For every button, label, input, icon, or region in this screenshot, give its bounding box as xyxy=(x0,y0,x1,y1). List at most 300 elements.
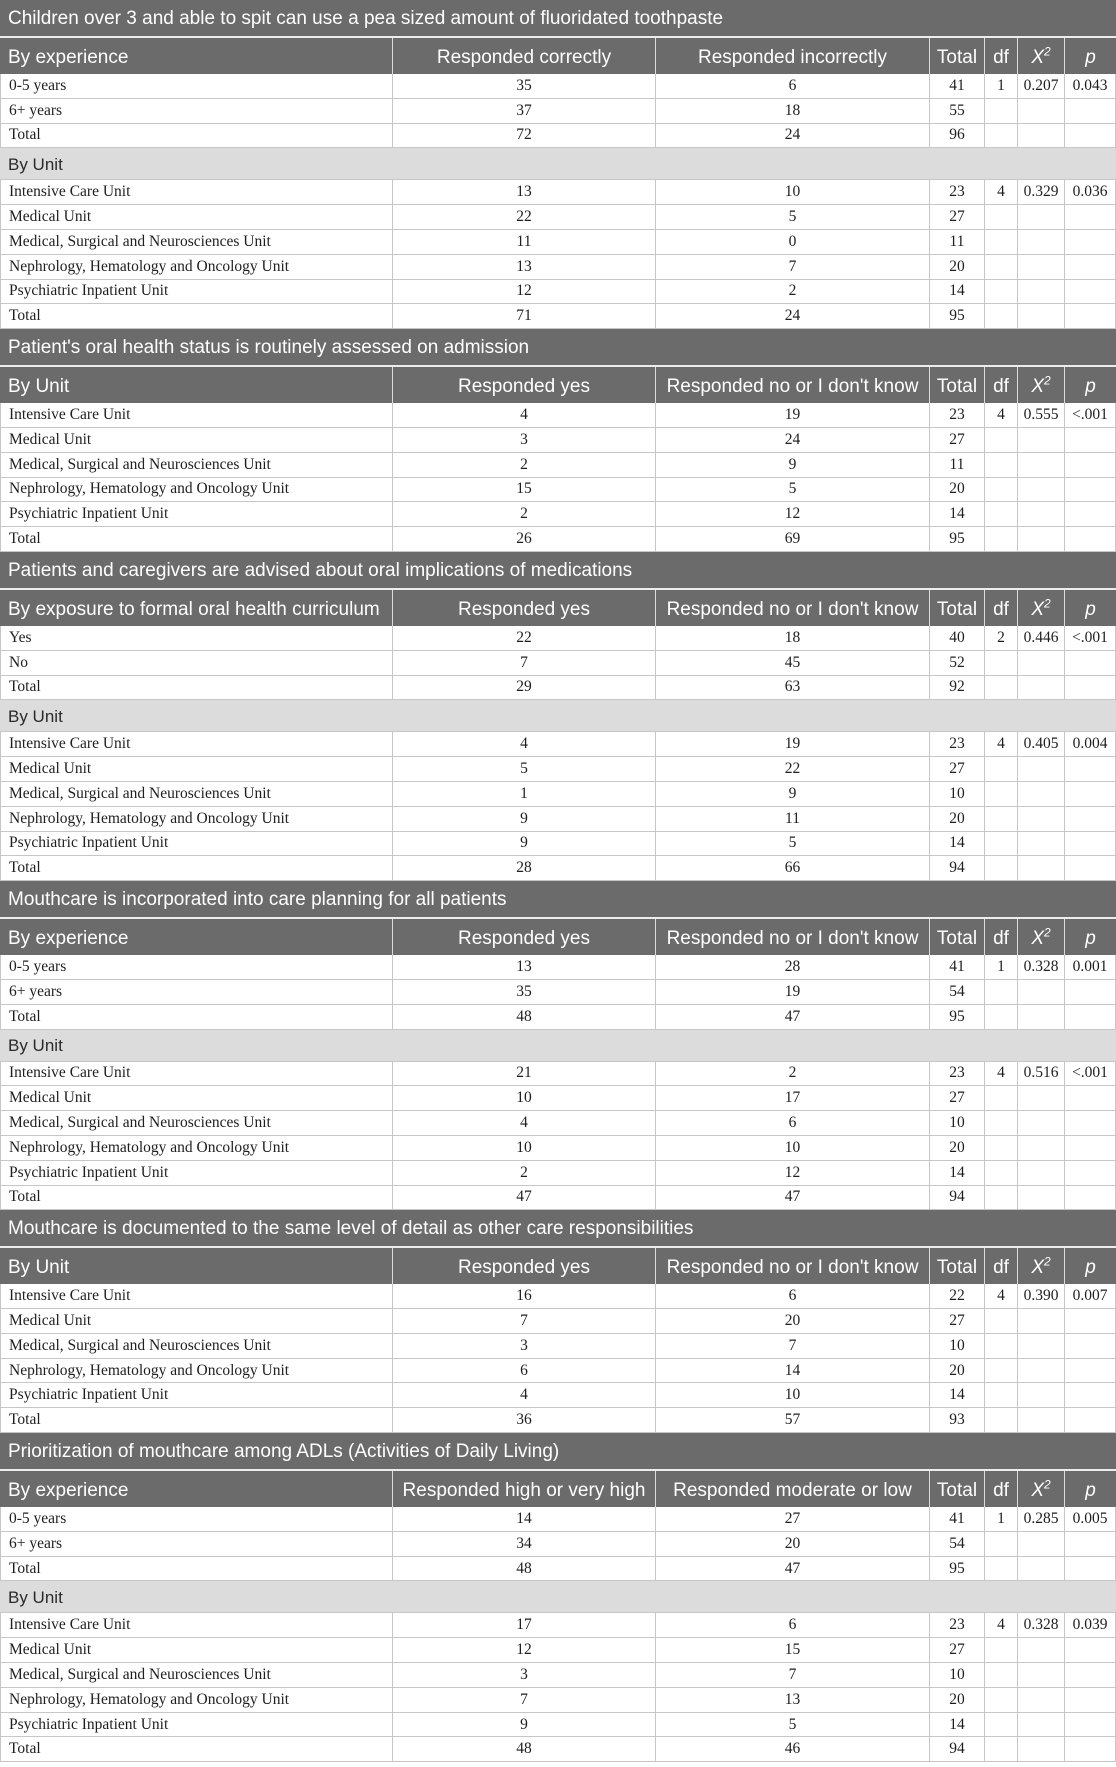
row-label: Psychiatric Inpatient Unit xyxy=(0,280,393,304)
row-label: Nephrology, Hematology and Oncology Unit xyxy=(0,478,393,502)
df-value: 4 xyxy=(985,732,1018,756)
count-a: 35 xyxy=(393,74,656,98)
row-label: No xyxy=(0,651,393,675)
response-b-header: Responded no or I don't know xyxy=(656,919,930,955)
chi-superscript: 2 xyxy=(1044,1477,1051,1492)
row-total: 27 xyxy=(930,205,985,229)
row-total: 93 xyxy=(930,1408,985,1432)
subgroup-header-row xyxy=(0,1581,1116,1613)
chi-square-label xyxy=(1031,1477,1051,1502)
count-a: 2 xyxy=(393,453,656,477)
chi-square-value xyxy=(1018,255,1065,279)
count-b: 20 xyxy=(656,1532,930,1556)
chi-square-value xyxy=(1018,1408,1065,1432)
row-label: Medical Unit xyxy=(0,205,393,229)
response-b-header: Responded moderate or low xyxy=(656,1471,930,1507)
count-a: 4 xyxy=(393,403,656,427)
df-value xyxy=(985,453,1018,477)
chi-square-value xyxy=(1018,980,1065,1004)
total-header: Total xyxy=(930,38,985,74)
table-row xyxy=(0,1532,1116,1557)
count-a: 16 xyxy=(393,1284,656,1308)
table-row xyxy=(0,453,1116,478)
table-row xyxy=(0,1713,1116,1738)
df-value xyxy=(985,124,1018,148)
section-title: Mouthcare is incorporated into care planning for all patients xyxy=(8,889,507,911)
p-value xyxy=(1065,1737,1116,1761)
p-value: <.001 xyxy=(1065,1062,1116,1086)
count-b: 20 xyxy=(656,1309,930,1333)
chi-square-value xyxy=(1018,1557,1065,1581)
chi-square-value xyxy=(1018,807,1065,831)
chi-square-header xyxy=(1018,367,1065,403)
group-by-header: By experience xyxy=(0,919,393,955)
count-a: 1 xyxy=(393,782,656,806)
chi-square-value xyxy=(1018,527,1065,551)
count-b: 47 xyxy=(656,1005,930,1029)
row-label: Medical, Surgical and Neurosciences Unit xyxy=(0,1334,393,1358)
section-title: Children over 3 and able to spit can use a pea sized amount of fluoridated toothpaste xyxy=(8,8,724,29)
df-value: 2 xyxy=(985,626,1018,650)
count-a: 21 xyxy=(393,1062,656,1086)
total-row xyxy=(0,124,1116,149)
p-value-header: p xyxy=(1085,598,1096,620)
row-label: 0-5 years xyxy=(0,955,393,979)
chi-square-value: 0.555 xyxy=(1018,403,1065,427)
count-a: 22 xyxy=(393,205,656,229)
count-b: 46 xyxy=(656,1737,930,1761)
group-by-header: By experience xyxy=(0,1471,393,1507)
p-value xyxy=(1065,1688,1116,1712)
group-by-header: By experience xyxy=(0,38,393,74)
count-a: 7 xyxy=(393,1688,656,1712)
p-value-header: p xyxy=(1085,1480,1096,1502)
chi-square-value xyxy=(1018,428,1065,452)
count-b: 10 xyxy=(656,180,930,204)
section-title-row xyxy=(0,881,1116,919)
chi-square-value xyxy=(1018,1688,1065,1712)
table-row xyxy=(0,99,1116,124)
df-value xyxy=(985,1161,1018,1185)
df-value xyxy=(985,1688,1018,1712)
count-b: 0 xyxy=(656,230,930,254)
table-row xyxy=(0,403,1116,428)
p-value: 0.001 xyxy=(1065,955,1116,979)
p-value: 0.005 xyxy=(1065,1507,1116,1531)
count-b: 69 xyxy=(656,527,930,551)
row-total: 54 xyxy=(930,1532,985,1556)
row-total: 23 xyxy=(930,180,985,204)
p-value xyxy=(1065,230,1116,254)
total-header: Total xyxy=(930,919,985,955)
total-row xyxy=(0,527,1116,552)
count-a: 13 xyxy=(393,955,656,979)
p-value xyxy=(1065,1136,1116,1160)
chi-square-header xyxy=(1018,1471,1065,1507)
row-total: 92 xyxy=(930,676,985,700)
count-b: 5 xyxy=(656,1713,930,1737)
row-total: 55 xyxy=(930,99,985,123)
chi-superscript: 2 xyxy=(1044,925,1051,940)
df-value: 4 xyxy=(985,180,1018,204)
row-total: 14 xyxy=(930,280,985,304)
count-b: 9 xyxy=(656,782,930,806)
count-a: 15 xyxy=(393,478,656,502)
p-value xyxy=(1065,1638,1116,1662)
section-title-row xyxy=(0,0,1116,38)
total-row xyxy=(0,1186,1116,1211)
row-label: Psychiatric Inpatient Unit xyxy=(0,1383,393,1407)
count-b: 2 xyxy=(656,1062,930,1086)
p-value xyxy=(1065,453,1116,477)
row-total: 23 xyxy=(930,403,985,427)
p-value xyxy=(1065,1086,1116,1110)
row-label: Intensive Care Unit xyxy=(0,1062,393,1086)
table-row xyxy=(0,74,1116,99)
chi-square-value xyxy=(1018,502,1065,526)
chi-square-value xyxy=(1018,1086,1065,1110)
subgroup-header-row xyxy=(0,700,1116,732)
df-value xyxy=(985,304,1018,328)
chi-square-value xyxy=(1018,230,1065,254)
p-value: 0.004 xyxy=(1065,732,1116,756)
table-row xyxy=(0,1688,1116,1713)
chi-square-value xyxy=(1018,453,1065,477)
row-label: Total xyxy=(0,1186,393,1210)
df-value xyxy=(985,280,1018,304)
df-value xyxy=(985,757,1018,781)
count-a: 28 xyxy=(393,856,656,880)
chi-symbol: X xyxy=(1031,1480,1044,1502)
row-total: 27 xyxy=(930,1638,985,1662)
total-row xyxy=(0,1005,1116,1030)
df-header: df xyxy=(985,590,1018,626)
count-a: 22 xyxy=(393,626,656,650)
section-title: Patient's oral health status is routinely assessed on admission xyxy=(8,337,530,359)
table-row xyxy=(0,502,1116,527)
row-total: 14 xyxy=(930,1713,985,1737)
count-b: 18 xyxy=(656,626,930,650)
p-value xyxy=(1065,757,1116,781)
count-a: 2 xyxy=(393,1161,656,1185)
table-row xyxy=(0,807,1116,832)
p-value xyxy=(1065,205,1116,229)
df-value xyxy=(985,856,1018,880)
p-value: <.001 xyxy=(1065,626,1116,650)
section-title-row xyxy=(0,329,1116,367)
df-value xyxy=(985,1638,1018,1662)
subgroup-header-row xyxy=(0,1030,1116,1062)
row-total: 10 xyxy=(930,1663,985,1687)
p-value xyxy=(1065,280,1116,304)
row-label: Intensive Care Unit xyxy=(0,1284,393,1308)
chi-square-value xyxy=(1018,1359,1065,1383)
row-total: 14 xyxy=(930,832,985,856)
count-b: 6 xyxy=(656,1284,930,1308)
count-b: 24 xyxy=(656,124,930,148)
df-value xyxy=(985,255,1018,279)
df-value xyxy=(985,980,1018,1004)
count-a: 47 xyxy=(393,1186,656,1210)
p-value xyxy=(1065,1713,1116,1737)
chi-symbol: X xyxy=(1031,47,1044,68)
chi-square-value xyxy=(1018,1663,1065,1687)
chi-square-value xyxy=(1018,782,1065,806)
table-row xyxy=(0,1309,1116,1334)
chi-square-value xyxy=(1018,651,1065,675)
chi-square-value xyxy=(1018,856,1065,880)
total-header: Total xyxy=(930,1471,985,1507)
df-value xyxy=(985,527,1018,551)
chi-square-value: 0.405 xyxy=(1018,732,1065,756)
row-label: Total xyxy=(0,1557,393,1581)
row-label: Psychiatric Inpatient Unit xyxy=(0,1161,393,1185)
p-value-header: p xyxy=(1085,928,1096,950)
df-value xyxy=(985,651,1018,675)
p-value xyxy=(1065,124,1116,148)
row-total: 11 xyxy=(930,230,985,254)
row-label: Intensive Care Unit xyxy=(0,180,393,204)
row-total: 54 xyxy=(930,980,985,1004)
row-label: 6+ years xyxy=(0,1532,393,1556)
count-a: 13 xyxy=(393,255,656,279)
response-a-header: Responded yes xyxy=(393,1248,656,1284)
df-value xyxy=(985,807,1018,831)
row-total: 27 xyxy=(930,757,985,781)
df-value: 1 xyxy=(985,74,1018,98)
p-value xyxy=(1065,1663,1116,1687)
row-total: 41 xyxy=(930,955,985,979)
count-a: 14 xyxy=(393,1507,656,1531)
response-a-header: Responded yes xyxy=(393,367,656,403)
df-value: 4 xyxy=(985,1284,1018,1308)
row-total: 94 xyxy=(930,1737,985,1761)
count-b: 47 xyxy=(656,1186,930,1210)
table-row xyxy=(0,205,1116,230)
chi-square-value xyxy=(1018,1111,1065,1135)
p-value: 0.043 xyxy=(1065,74,1116,98)
count-a: 2 xyxy=(393,502,656,526)
row-label: 0-5 years xyxy=(0,1507,393,1531)
count-a: 71 xyxy=(393,304,656,328)
count-b: 18 xyxy=(656,99,930,123)
p-value xyxy=(1065,1309,1116,1333)
section-title-row xyxy=(0,1433,1116,1471)
chi-square-value xyxy=(1018,1309,1065,1333)
table-section xyxy=(0,1433,1116,1762)
row-label: Nephrology, Hematology and Oncology Unit xyxy=(0,1688,393,1712)
p-value xyxy=(1065,502,1116,526)
count-a: 3 xyxy=(393,1334,656,1358)
row-total: 11 xyxy=(930,453,985,477)
group-by-header: By Unit xyxy=(0,367,393,403)
row-total: 96 xyxy=(930,124,985,148)
count-b: 5 xyxy=(656,832,930,856)
chi-square-value xyxy=(1018,1136,1065,1160)
response-b-header: Responded no or I don't know xyxy=(656,590,930,626)
table-row xyxy=(0,955,1116,980)
total-row xyxy=(0,304,1116,329)
row-total: 23 xyxy=(930,732,985,756)
table-row xyxy=(0,832,1116,857)
df-value xyxy=(985,676,1018,700)
row-label: Psychiatric Inpatient Unit xyxy=(0,1713,393,1737)
chi-square-label xyxy=(1031,373,1051,398)
table-row xyxy=(0,1334,1116,1359)
row-label: Medical, Surgical and Neurosciences Unit xyxy=(0,1111,393,1135)
chi-square-value xyxy=(1018,1161,1065,1185)
count-a: 10 xyxy=(393,1086,656,1110)
row-label: Medical, Surgical and Neurosciences Unit xyxy=(0,782,393,806)
count-b: 47 xyxy=(656,1557,930,1581)
row-label: Psychiatric Inpatient Unit xyxy=(0,502,393,526)
table-row xyxy=(0,1638,1116,1663)
chi-square-header xyxy=(1018,1248,1065,1284)
row-total: 22 xyxy=(930,1284,985,1308)
p-value xyxy=(1065,980,1116,1004)
total-row xyxy=(0,1557,1116,1582)
count-b: 13 xyxy=(656,1688,930,1712)
row-label: Medical Unit xyxy=(0,428,393,452)
df-value xyxy=(985,502,1018,526)
count-b: 2 xyxy=(656,280,930,304)
df-value xyxy=(985,99,1018,123)
df-value: 4 xyxy=(985,1062,1018,1086)
row-total: 27 xyxy=(930,1086,985,1110)
count-b: 15 xyxy=(656,1638,930,1662)
p-value xyxy=(1065,1359,1116,1383)
count-b: 22 xyxy=(656,757,930,781)
section-title-row xyxy=(0,1210,1116,1248)
section-title: Patients and caregivers are advised about oral implications of medications xyxy=(8,559,633,581)
row-total: 14 xyxy=(930,502,985,526)
chi-square-value xyxy=(1018,1186,1065,1210)
count-b: 10 xyxy=(656,1136,930,1160)
row-total: 27 xyxy=(930,428,985,452)
count-b: 28 xyxy=(656,955,930,979)
count-a: 37 xyxy=(393,99,656,123)
count-a: 4 xyxy=(393,1383,656,1407)
row-label: Total xyxy=(0,1005,393,1029)
table-row xyxy=(0,757,1116,782)
table-row xyxy=(0,1111,1116,1136)
df-header: df xyxy=(985,919,1018,955)
chi-square-value xyxy=(1018,1737,1065,1761)
p-value xyxy=(1065,1408,1116,1432)
chi-square-value xyxy=(1018,1532,1065,1556)
count-a: 7 xyxy=(393,651,656,675)
table-section xyxy=(0,1210,1116,1433)
df-value xyxy=(985,205,1018,229)
df-header: df xyxy=(985,38,1018,74)
chi-square-value xyxy=(1018,1638,1065,1662)
count-a: 35 xyxy=(393,980,656,1004)
row-label: Total xyxy=(0,527,393,551)
count-b: 66 xyxy=(656,856,930,880)
count-a: 6 xyxy=(393,1359,656,1383)
table-row xyxy=(0,1284,1116,1309)
row-total: 52 xyxy=(930,651,985,675)
table-row xyxy=(0,980,1116,1005)
count-a: 5 xyxy=(393,757,656,781)
df-value xyxy=(985,1713,1018,1737)
count-b: 6 xyxy=(656,1613,930,1637)
p-value xyxy=(1065,99,1116,123)
response-a-header: Responded correctly xyxy=(393,38,656,74)
count-b: 24 xyxy=(656,428,930,452)
df-header: df xyxy=(985,1471,1018,1507)
chi-square-value xyxy=(1018,757,1065,781)
count-a: 29 xyxy=(393,676,656,700)
row-label: Intensive Care Unit xyxy=(0,732,393,756)
column-header-row xyxy=(0,367,1116,403)
count-b: 9 xyxy=(656,453,930,477)
response-a-header: Responded high or very high xyxy=(393,1471,656,1507)
row-total: 40 xyxy=(930,626,985,650)
row-total: 41 xyxy=(930,74,985,98)
subgroup-label: By Unit xyxy=(8,154,63,174)
row-total: 20 xyxy=(930,478,985,502)
subgroup-label: By Unit xyxy=(8,1036,63,1056)
row-total: 94 xyxy=(930,1186,985,1210)
chi-square-value: 0.390 xyxy=(1018,1284,1065,1308)
count-a: 13 xyxy=(393,180,656,204)
df-value xyxy=(985,1359,1018,1383)
p-value xyxy=(1065,1111,1116,1135)
row-label: Medical, Surgical and Neurosciences Unit xyxy=(0,230,393,254)
df-value xyxy=(985,832,1018,856)
p-value xyxy=(1065,807,1116,831)
table-row xyxy=(0,651,1116,676)
p-value-header: p xyxy=(1085,1257,1096,1279)
count-b: 10 xyxy=(656,1383,930,1407)
df-value xyxy=(985,1136,1018,1160)
p-value xyxy=(1065,1161,1116,1185)
row-label: 6+ years xyxy=(0,99,393,123)
row-label: 0-5 years xyxy=(0,74,393,98)
df-value xyxy=(985,1532,1018,1556)
count-a: 7 xyxy=(393,1309,656,1333)
chi-square-value: 0.446 xyxy=(1018,626,1065,650)
chi-superscript: 2 xyxy=(1044,596,1051,611)
count-a: 12 xyxy=(393,1638,656,1662)
chi-square-value: 0.285 xyxy=(1018,1507,1065,1531)
table-section xyxy=(0,0,1116,329)
row-total: 20 xyxy=(930,1136,985,1160)
table-section xyxy=(0,552,1116,881)
count-a: 34 xyxy=(393,1532,656,1556)
count-b: 19 xyxy=(656,732,930,756)
section-title-row xyxy=(0,552,1116,590)
row-label: Medical Unit xyxy=(0,757,393,781)
count-b: 6 xyxy=(656,1111,930,1135)
subgroup-header-row xyxy=(0,148,1116,180)
count-a: 11 xyxy=(393,230,656,254)
table-row xyxy=(0,180,1116,205)
row-label: 6+ years xyxy=(0,980,393,1004)
df-value xyxy=(985,1005,1018,1029)
row-label: Psychiatric Inpatient Unit xyxy=(0,832,393,856)
p-value: 0.039 xyxy=(1065,1613,1116,1637)
row-label: Total xyxy=(0,124,393,148)
table-row xyxy=(0,428,1116,453)
chi-square-value xyxy=(1018,1334,1065,1358)
column-header-row xyxy=(0,590,1116,626)
chi-square-value xyxy=(1018,832,1065,856)
count-a: 10 xyxy=(393,1136,656,1160)
column-header-row xyxy=(0,919,1116,955)
count-b: 5 xyxy=(656,478,930,502)
